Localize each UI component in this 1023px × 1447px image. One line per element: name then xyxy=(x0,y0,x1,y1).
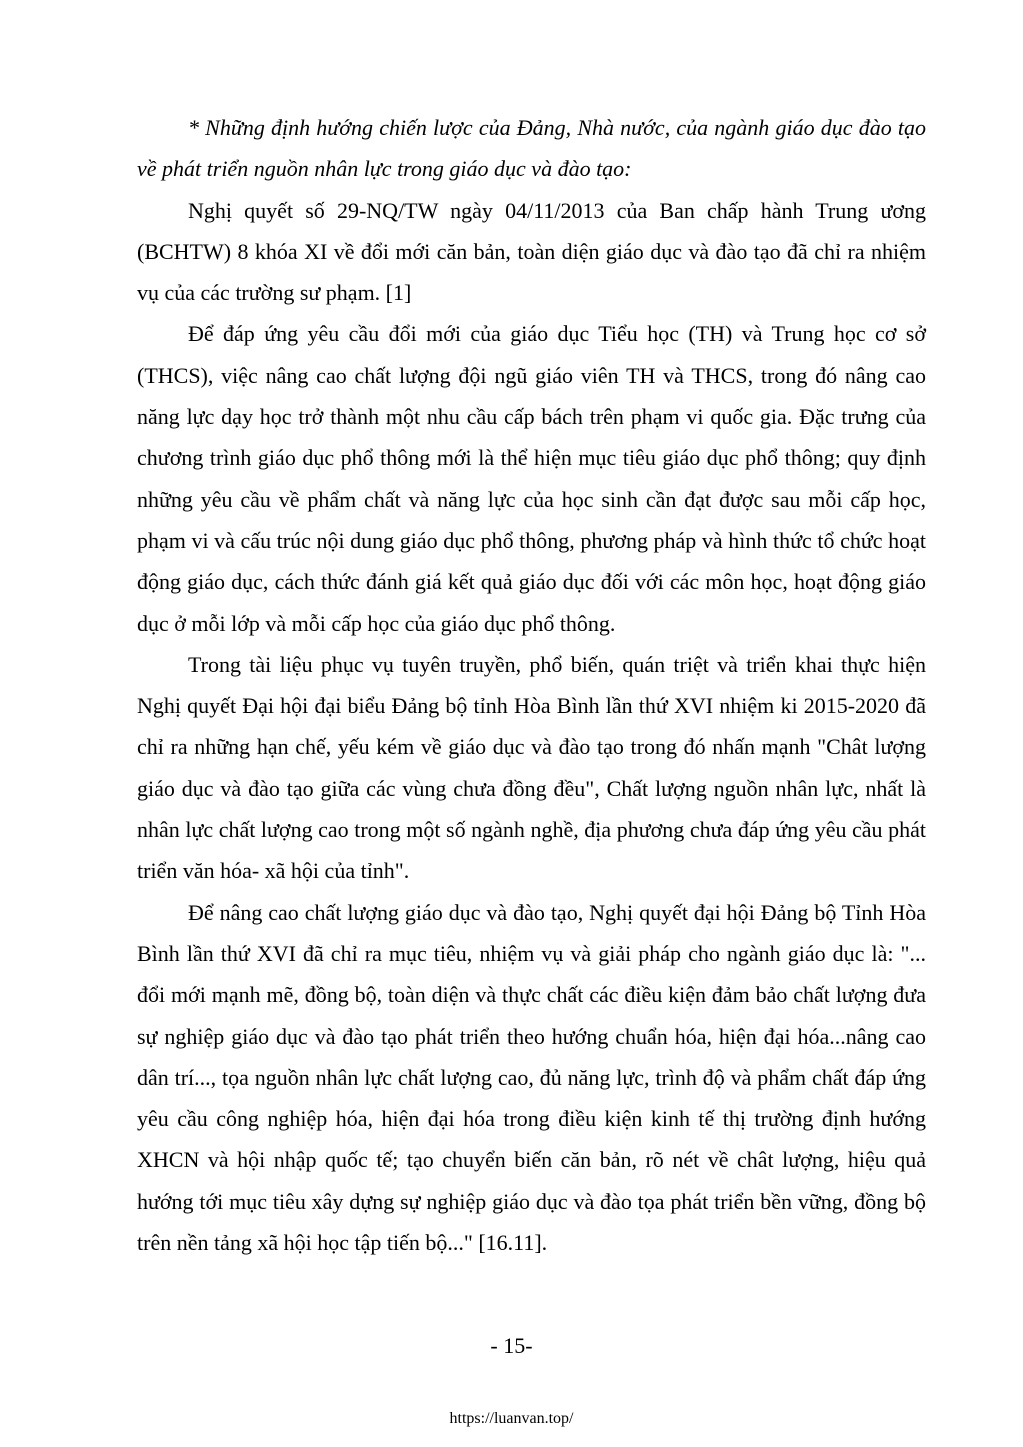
footer-url[interactable]: https://luanvan.top/ xyxy=(449,1410,574,1427)
page-number: - 15- xyxy=(490,1333,533,1358)
body-paragraph: Để đáp ứng yêu cầu đổi mới của giáo dục Tiểu học (TH) và Trung học cơ sở (THCS), việc nâng cao chất lượng đội ngũ giáo viên TH và THCS, trong đó nâng cao năng lực dạy học trở thành một nhu cầu cấp bách trên phạm vi quốc gia. Đặc trưng của chương trình giáo dục phổ thông mới là thể hiện mục tiêu giáo dục phổ thông; quy định những yêu cầu về phẩm chất và năng lực của học sinh cần đạt được sau mỗi cấp học, phạm vi và cấu trúc nội dung giáo dục phổ thông, phương pháp và hình thức tổ chức hoạt động giáo dục, cách thức đánh giá kết quả giáo dục đối với các môn học, hoạt động giáo dục ở mỗi lớp và mỗi cấp học của giáo dục phổ thông. xyxy=(137,321,926,636)
body-paragraph: Nghị quyết số 29-NQ/TW ngày 04/11/2013 của Ban chấp hành Trung ương (BCHTW) 8 khóa XI về đổi mới căn bản, toàn diện giáo dục và đào tạo đã chỉ ra nhiệm vụ của các trường sư phạm. [1] xyxy=(137,197,926,306)
document-body xyxy=(137,107,926,1263)
section-heading-paragraph: * Những định hướng chiến lược của Đảng, Nhà nước, của ngành giáo dục đào tạo về phát triển nguồn nhân lực trong giáo dục và đào tạo: xyxy=(137,115,926,182)
body-paragraph: Trong tài liệu phục vụ tuyên truyền, phổ biến, quán triệt và triển khai thực hiện Nghị quyết Đại hội đại biểu Đảng bộ tỉnh Hòa Bình lần thứ XVI nhiệm ki 2015-2020 đã chỉ ra những hạn chế, yếu kém về giáo dục và đào tạo trong đó nhấn mạnh "Chât lượng giáo dục và đào tạo giữa các vùng chưa đồng đều", Chất lượng nguồn nhân lực, nhất là nhân lực chất lượng cao trong một số ngành nghề, địa phương chưa đáp ứng yêu cầu phát triển văn hóa- xã hội của tỉnh". xyxy=(137,651,926,884)
body-paragraph: Để nâng cao chất lượng giáo dục và đào tạo, Nghị quyết đại hội Đảng bộ Tỉnh Hòa Bình lần thứ XVI đã chỉ ra mục tiêu, nhiệm vụ và giải pháp cho ngành giáo dục là: "... đổi mới mạnh mẽ, đồng bộ, toàn diện và thực chất các điều kiện đảm bảo chất lượng đưa sự nghiệp giáo dục và đào tạo phát triển theo hướng chuẩn hóa, hiện đại hóa...nâng cao dân trí..., tọa nguồn nhân lực chất lượng cao, đủ năng lực, trình độ và phẩm chất đáp ứng yêu cầu công nghiệp hóa, hiện đại hóa trong điều kiện kinh tế thị trường định hướng XHCN và hội nhập quốc tế; tạo chuyển biến căn bản, rõ nét về chât lượng, hiệu quả hướng tới mục tiêu xây dựng sự nghiệp giáo dục và đào tọa phát triển bền vững, đồng bộ trên nền tảng xã hội học tập tiến bộ..." [16.11]. xyxy=(137,899,926,1256)
